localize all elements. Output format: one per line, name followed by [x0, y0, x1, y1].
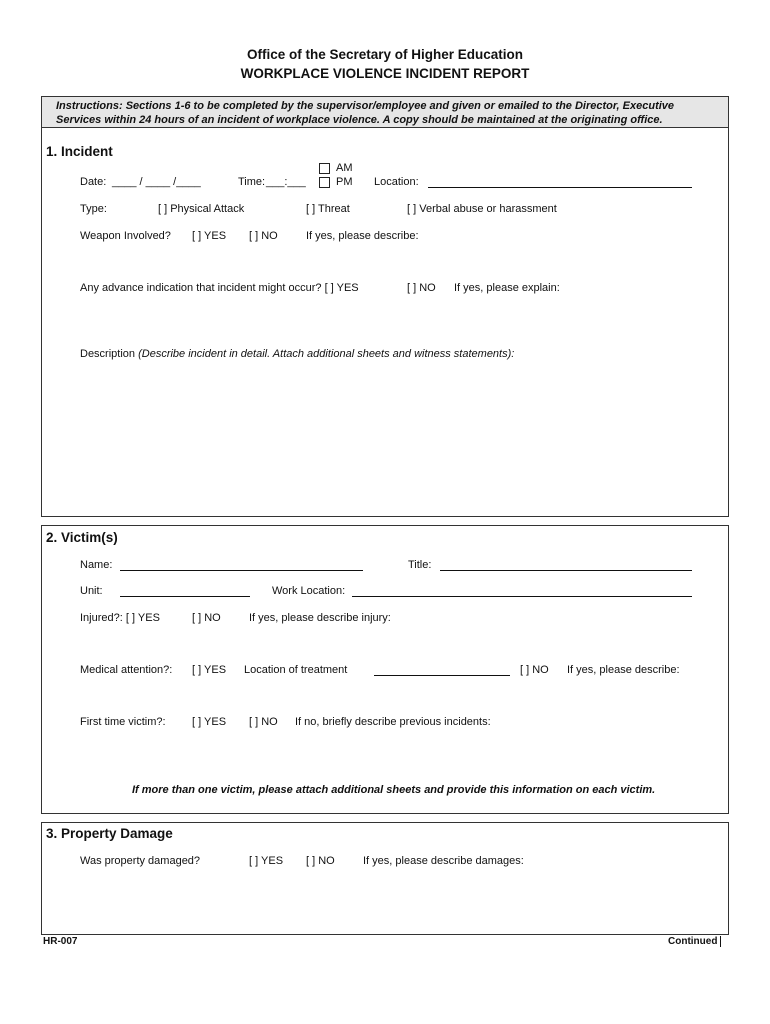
medical-no-option[interactable]: [ ] NO [520, 664, 549, 676]
advance-no-option[interactable]: [ ] NO [407, 282, 436, 294]
form-title: Office of the Secretary of Higher Education [246, 47, 524, 62]
instructions-box [41, 96, 729, 128]
weapon-yes-option[interactable]: [ ] YES [192, 230, 227, 242]
victim-unit-field[interactable] [120, 585, 250, 597]
victim-work-location-label: Work Location: [272, 585, 346, 597]
victim-work-location-field[interactable] [352, 585, 692, 597]
instructions-label: Instructions: [56, 100, 123, 112]
injured-describe-label: If yes, please describe injury: [249, 612, 391, 624]
pm-checkbox[interactable] [319, 177, 330, 188]
continued-label: Continued [668, 936, 721, 947]
section-incident [41, 128, 729, 517]
time-label: Time: [238, 176, 266, 188]
am-checkbox[interactable] [319, 163, 330, 174]
type-physical-attack-option[interactable]: [ ] Physical Attack [158, 203, 245, 215]
property-yes-option[interactable]: [ ] YES [249, 855, 284, 867]
advance-indication-label[interactable]: Any advance indication that incident might occur? [ ] YES [80, 282, 359, 294]
victim-title-label: Title: [408, 559, 432, 571]
date-field[interactable]: ____ / ____ /____ [112, 176, 201, 188]
type-threat-option[interactable]: [ ] Threat [306, 203, 350, 215]
instructions-line-1 [56, 100, 674, 112]
victim-name-label: Name: [80, 559, 113, 571]
pm-label: PM [336, 176, 353, 188]
time-field[interactable]: ___:___ [266, 176, 306, 188]
medical-attention-label: Medical attention?: [80, 664, 173, 676]
weapon-label: Weapon Involved? [80, 230, 171, 242]
victim-unit-label: Unit: [80, 585, 103, 597]
treatment-location-label: Location of treatment [244, 664, 348, 676]
first-time-victim-label: First time victim?: [80, 716, 166, 728]
form-id: HR-007 [43, 936, 78, 947]
victim-name-field[interactable] [120, 559, 363, 571]
type-verbal-abuse-option[interactable]: [ ] Verbal abuse or harassment [407, 203, 557, 215]
weapon-no-option[interactable]: [ ] NO [249, 230, 278, 242]
section-property-heading: 3. Property Damage [46, 826, 173, 841]
section-incident-heading: 1. Incident [46, 144, 113, 159]
instructions-text-2: Services within 24 hours of an incident of workplace violence. A copy should be maintained at the originating office. [56, 114, 663, 126]
property-damaged-label: Was property damaged? [80, 855, 201, 867]
medical-yes-option[interactable]: [ ] YES [192, 664, 227, 676]
victim-title-field[interactable] [440, 559, 692, 571]
date-label: Date: [80, 176, 107, 188]
treatment-location-field[interactable] [374, 664, 510, 676]
property-no-option[interactable]: [ ] NO [306, 855, 335, 867]
section-victims [41, 525, 729, 814]
form-subtitle: WORKPLACE VIOLENCE INCIDENT REPORT [240, 66, 530, 81]
instructions-text-1: Sections 1-6 to be completed by the supervisor/employee and given or emailed to the Director, Executive [125, 100, 675, 112]
section-property-damage [41, 822, 729, 935]
injured-yes-option[interactable]: Injured?: [ ] YES [80, 612, 160, 624]
description-row [80, 348, 514, 360]
medical-describe-label: If yes, please describe: [567, 664, 680, 676]
description-label: Description [80, 348, 136, 360]
am-label: AM [336, 162, 353, 174]
first-time-yes-option[interactable]: [ ] YES [192, 716, 227, 728]
first-time-no-option[interactable]: [ ] NO [249, 716, 278, 728]
weapon-describe-label: If yes, please describe: [306, 230, 419, 242]
property-describe-label: If yes, please describe damages: [363, 855, 524, 867]
multiple-victims-note: If more than one victim, please attach additional sheets and provide this information on each victim. [132, 784, 656, 796]
injured-no-option[interactable]: [ ] NO [192, 612, 221, 624]
first-time-describe-label: If no, briefly describe previous incidents: [295, 716, 491, 728]
advance-explain-label: If yes, please explain: [454, 282, 560, 294]
section-victims-heading: 2. Victim(s) [46, 530, 118, 545]
location-field[interactable] [428, 176, 692, 188]
type-label: Type: [80, 203, 107, 215]
description-note: (Describe incident in detail. Attach additional sheets and witness statements): [138, 348, 515, 360]
location-label: Location: [374, 176, 419, 188]
